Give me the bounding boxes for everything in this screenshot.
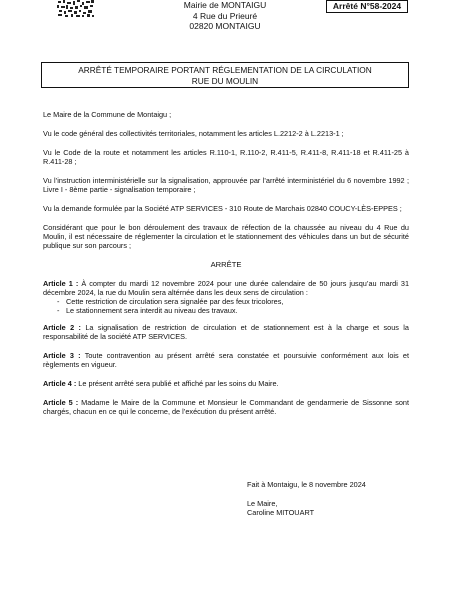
mairie-city: 02820 MONTAIGU	[189, 21, 261, 31]
list-item: - Le stationnement sera interdit au niveau des travaux.	[66, 306, 409, 315]
title-line-2: RUE DU MOULIN	[191, 75, 259, 86]
signatory-role: Le Maire,	[247, 498, 278, 508]
article-4-text: Le présent arrêté sera publié et affiché par les soins du Maire.	[78, 379, 279, 388]
article-5	[43, 398, 409, 416]
article-2-label: Article 2 :	[43, 323, 81, 332]
article-5-label: Article 5 :	[43, 398, 79, 407]
arrete-reference: Arrêté N°58-2024	[326, 0, 408, 13]
signatory-name: Caroline MITOUART	[247, 508, 315, 517]
article-2	[43, 323, 409, 341]
article-1-bullets	[43, 297, 409, 315]
article-4	[43, 379, 409, 388]
mairie-street: 4 Rue du Prieuré	[192, 10, 258, 21]
arrete-heading: ARRÊTE	[210, 260, 242, 269]
article-3-text: Toute contravention au présent arrêté sera constatée et poursuivie conformément aux lois et règlements en vigueur.	[43, 351, 409, 369]
article-3	[43, 351, 409, 369]
mairie-name: Mairie de MONTAIGU	[183, 0, 267, 10]
preamble-demande: Vu la demande formulée par la Société ATP SERVICES - 310 Route de Marchais 02840 COUCY-LÈS-EPPES ;	[43, 204, 402, 213]
article-5-text: Madame le Maire de la Commune et Monsieur le Commandant de gendarmerie de Sissonne sont chargés, chacun en ce qui le concerne, de l’exécution du présent arrêté.	[43, 398, 409, 416]
signature-block	[247, 480, 417, 518]
preamble-code-route: Vu le Code de la route et notamment les articles R.110-1, R.110-2, R.411-5, R.411-8, R.411-18 et R.411-25 à R.411-28 ;	[43, 148, 409, 166]
article-1-text: À compter du mardi 12 novembre 2024 pour une durée calendaire de 50 jours jusqu’au mardi 31 décembre 2024, la rue du Moulin sera altérnée dans les deux sens de circulation :	[43, 279, 409, 297]
preamble-mayor: Le Maire de la Commune de Montaigu ;	[43, 110, 172, 119]
municipal-logo	[56, 0, 96, 18]
article-2-text: La signalisation de restriction de circulation et de stationnement est à la charge et sous la responsabilité de la société ATP SERVICES.	[43, 323, 409, 341]
article-1-label: Article 1 :	[43, 279, 79, 288]
preamble-considerant: Considérant que pour le bon déroulement des travaux de réfection de la chaussée au niveau du 4 Rue du Moulin, il est nécessaire de réglementer la circulation et le stationnement des véhicules dans un but de sécurité publique sur son parcours ;	[43, 223, 409, 250]
place-date: Fait à Montaigu, le 8 novembre 2024	[247, 480, 366, 489]
list-item: - Cette restriction de circulation sera signalée par des feux tricolores,	[66, 297, 409, 306]
document-title-box	[41, 62, 409, 88]
article-1	[43, 279, 409, 297]
document-body	[43, 110, 409, 426]
preamble-instruction: Vu l’instruction interministérielle sur la signalisation, approuvée par l’arrêté interministériel du 6 novembre 1992 ; Livre I - 8ème partie - signalisation temporaire ;	[43, 176, 409, 194]
preamble-cgct: Vu le code général des collectivités territoriales, notamment les articles L.2212-2 à L.2213-1 ;	[43, 129, 344, 138]
article-4-label: Article 4 :	[43, 379, 77, 388]
title-line-1: ARRÊTÉ TEMPORAIRE PORTANT RÉGLEMENTATION DE LA CIRCULATION	[78, 65, 372, 75]
article-3-label: Article 3 :	[43, 351, 81, 360]
mairie-address-block	[150, 0, 300, 32]
